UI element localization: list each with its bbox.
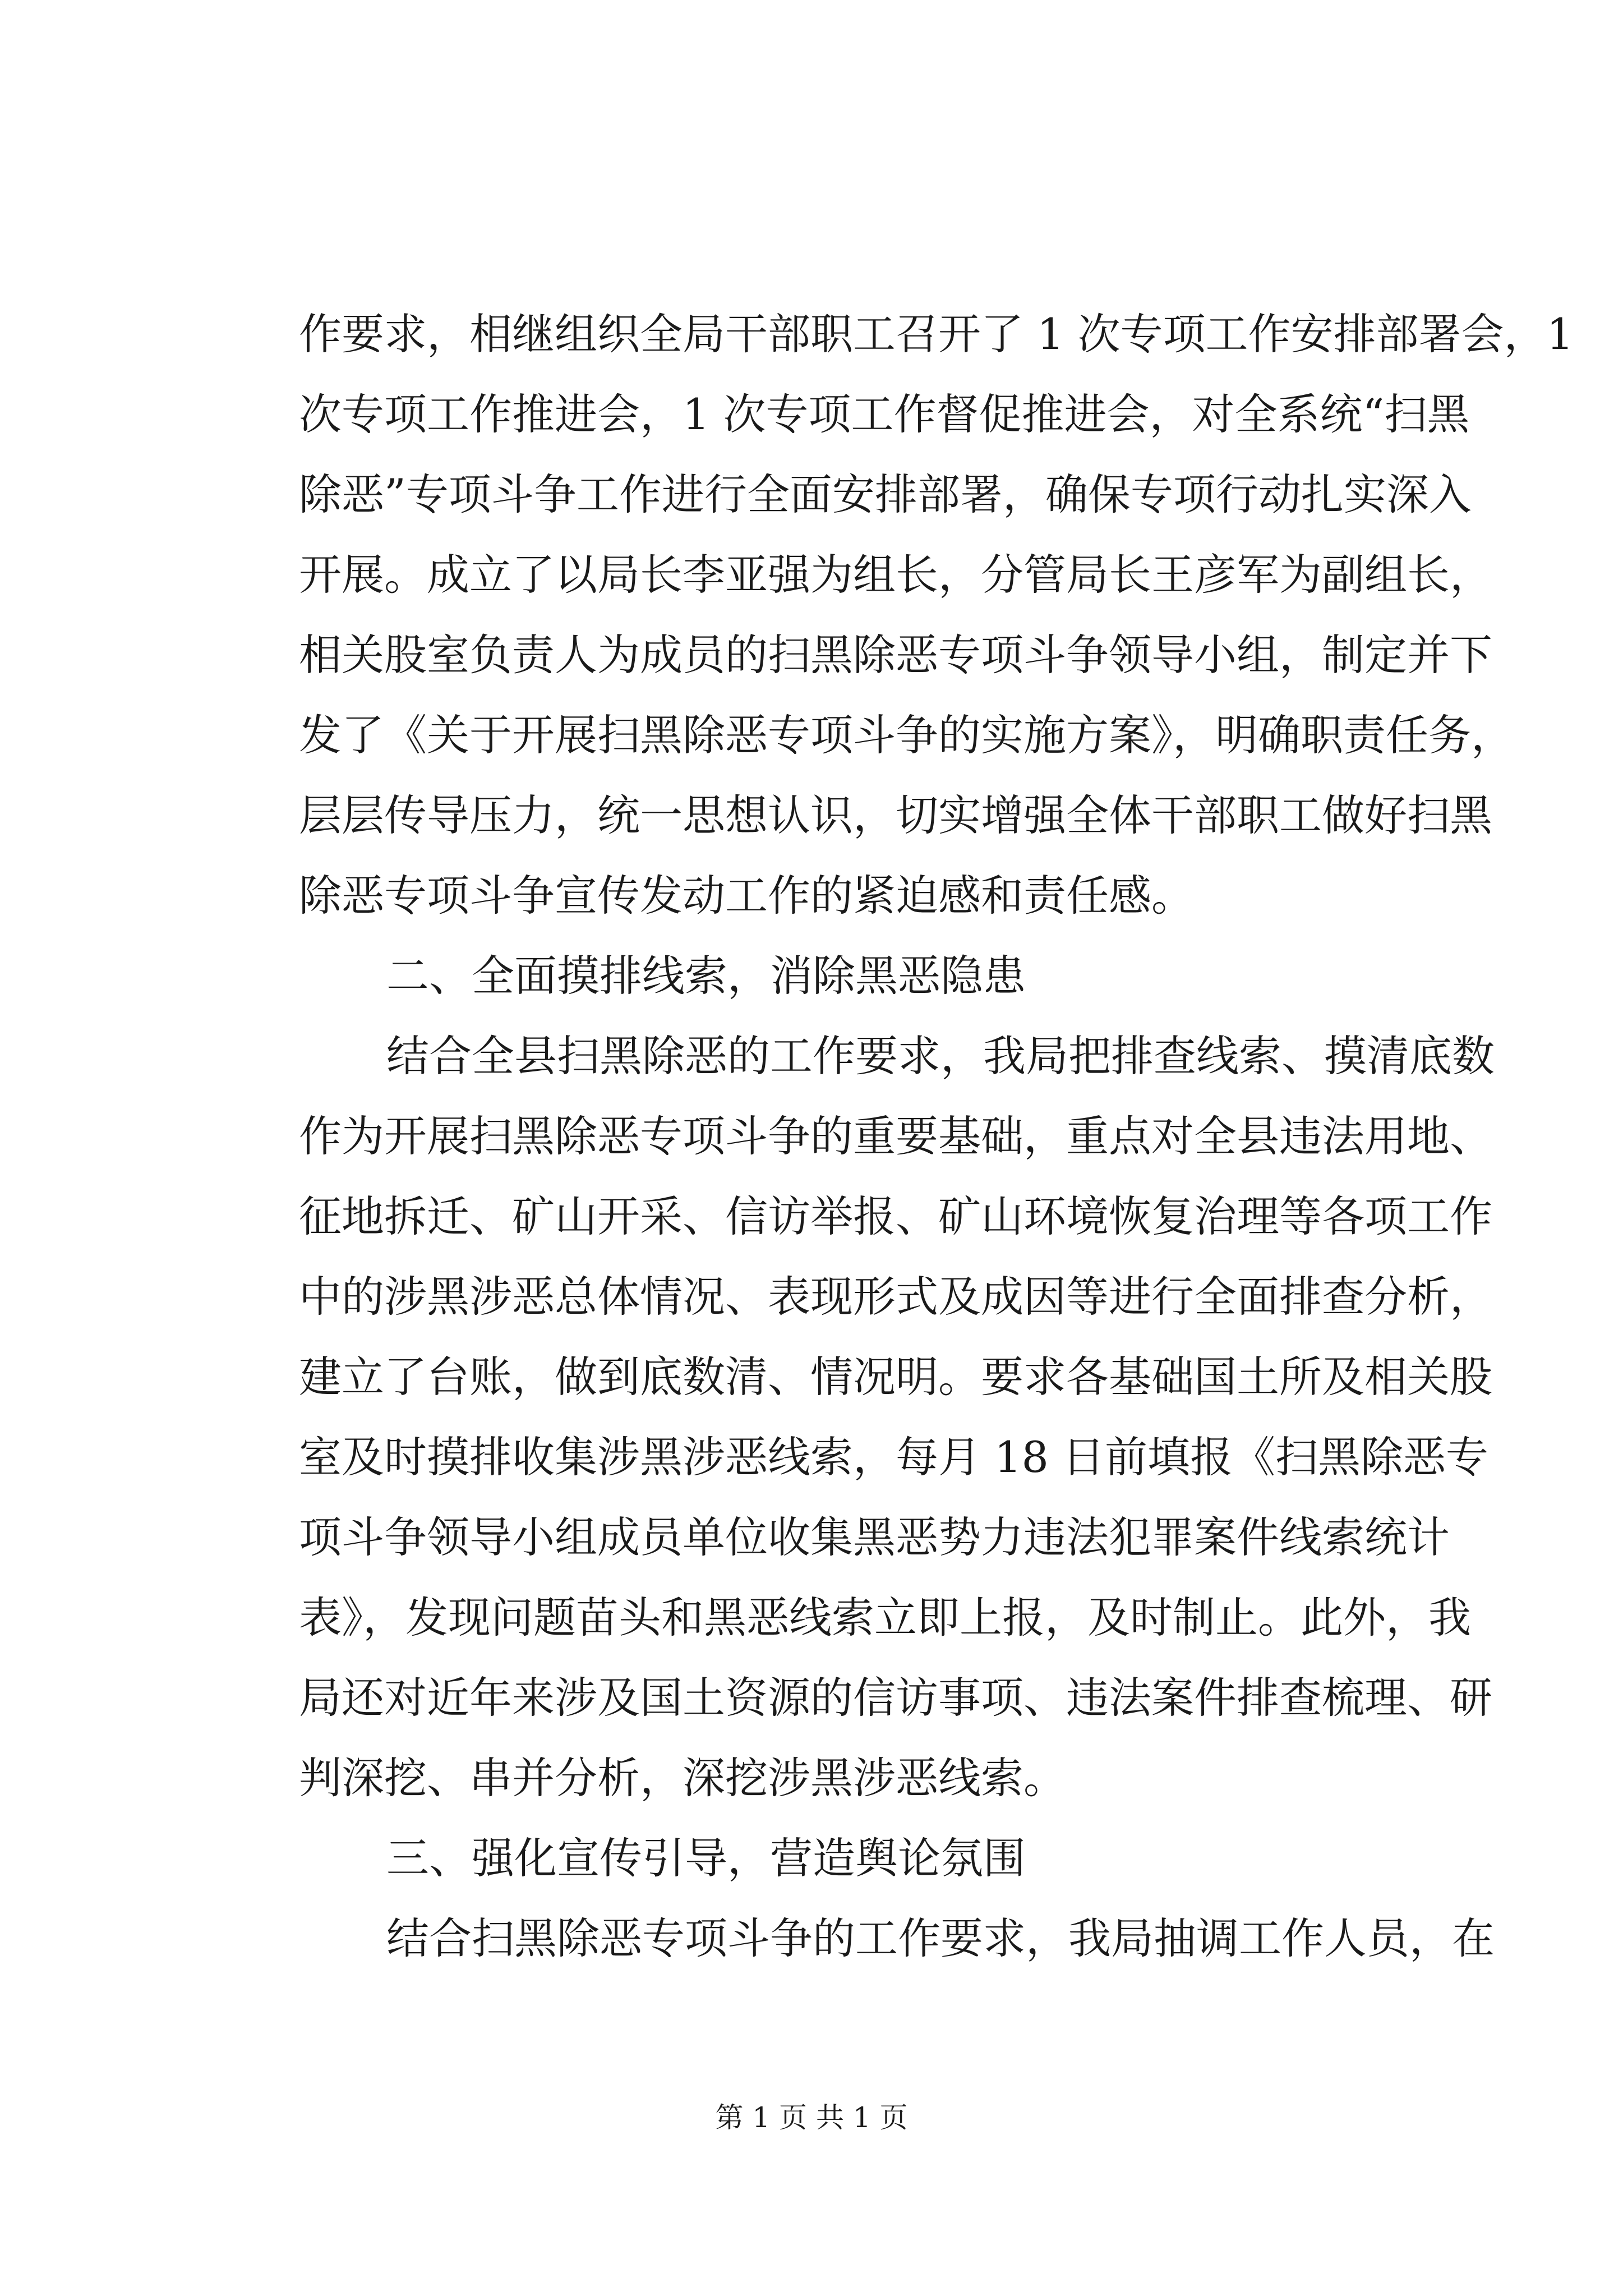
- section-heading-2: 二、全面摸排线索，消除黑恶隐患: [386, 951, 1026, 1001]
- body-line-7: 层层传导压力，统一思想认识，切实增强全体干部职工做好扫黑: [299, 790, 1492, 840]
- body-line-1: 作要求，相继组织全局干部职工召开了 1 次专项工作安排部署会，1: [299, 309, 1574, 359]
- body-line-8: 除恶专项斗争宣传发动工作的紧迫感和责任感。: [299, 871, 1194, 921]
- body-line-3: 除恶”专项斗争工作进行全面安排部署，确保专项行动扎实深入: [299, 470, 1472, 519]
- body-line-5: 相关股室负责人为成员的扫黑除恶专项斗争领导小组，制定并下: [299, 630, 1492, 680]
- body-line-18: 局还对近年来涉及国土资源的信访事项、违法案件排查梳理、研: [299, 1673, 1492, 1723]
- body-line-17: 表》，发现问题苗头和黑恶线索立即上报，及时制止。此外，我: [299, 1593, 1471, 1642]
- section-heading-3: 三、强化宣传引导，营造舆论氛围: [386, 1833, 1026, 1883]
- body-line-19: 判深挖、串并分析，深挖涉黑涉恶线索。: [299, 1753, 1066, 1803]
- body-line-21: 结合扫黑除恶专项斗争的工作要求，我局抽调工作人员，在: [386, 1913, 1495, 1963]
- body-line-15: 室及时摸排收集涉黑涉恶线索，每月 18 日前填报《扫黑除恶专: [299, 1432, 1489, 1482]
- body-line-13: 中的涉黑涉恶总体情况、表现形式及成因等进行全面排查分析，: [299, 1272, 1492, 1322]
- body-line-14: 建立了台账，做到底数清、情况明。要求各基础国土所及相关股: [299, 1352, 1492, 1402]
- body-line-11: 作为开展扫黑除恶专项斗争的重要基础，重点对全县违法用地、: [299, 1111, 1492, 1161]
- body-line-2: 次专项工作推进会，1 次专项工作督促推进会，对全系统“扫黑: [299, 389, 1470, 439]
- page-footer: 第 1 页 共 1 页: [715, 2101, 908, 2134]
- body-line-12: 征地拆迁、矿山开采、信访举报、矿山环境恢复治理等各项工作: [299, 1191, 1492, 1241]
- body-line-6: 发了《关于开展扫黑除恶专项斗争的实施方案》，明确职责任务，: [299, 710, 1514, 760]
- body-line-10: 结合全县扫黑除恶的工作要求，我局把排查线索、摸清底数: [386, 1031, 1495, 1081]
- body-line-4: 开展。成立了以局长李亚强为组长，分管局长王彦军为副组长，: [299, 550, 1492, 600]
- body-line-16: 项斗争领导小组成员单位收集黑恶势力违法犯罪案件线索统计: [299, 1512, 1450, 1562]
